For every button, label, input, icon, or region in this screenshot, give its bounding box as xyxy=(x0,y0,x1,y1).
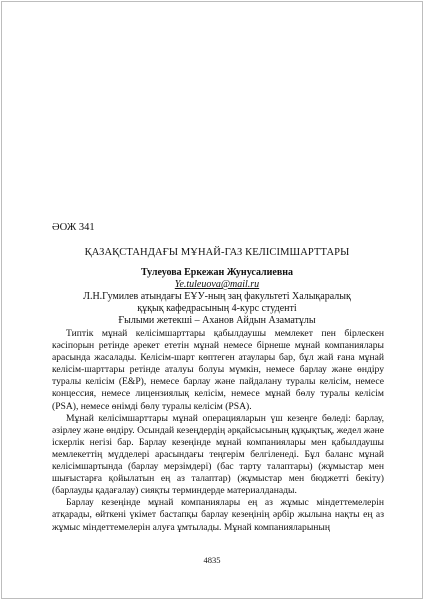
author-affiliation-line-1: Л.Н.Гумилев атындағы ЕҰУ-ның заң факультеті Халықаралық xyxy=(83,291,351,302)
author-name: Тулеуова Еркежан Жунусалиевна xyxy=(140,267,294,278)
article-body xyxy=(52,328,384,534)
document-page xyxy=(1,1,423,599)
page-number: 4835 xyxy=(203,555,221,565)
author-affiliation-line-2: құқық кафедрасының 4-курс студенті xyxy=(137,303,297,314)
author-block xyxy=(52,267,382,327)
scientific-supervisor: Ғылыми жетекші – Аханов Айдын Азаматұлы xyxy=(118,315,316,326)
paragraph-2: Мұнай келісімшарттары мұнай операцияларын үш кезеңге бөледі: барлау, әзірлеу және өндіру. Осындай кезеңдердің әрқайсысының құқықтық, жедел және іскерлік негізі бар. Барлау кезеңінде мұнай компаниялары мен қабылдаушы мемлекеттің мүдделері арасындағы теңгерім белгіленеді. Бұл баланс мұнай келісімшартында (барлау мерзімдері) (бас тарту талаптары) (жұмыстар мен шығыстарға қойылатын ең аз талаптар) (жұмыстар мен бюджетті бекіту) (барлауды қадағалау) сияқты терминдерде материалданады. xyxy=(52,412,384,497)
udc-code: ӘОЖ 341 xyxy=(52,222,95,233)
paragraph-3: Барлау кезеңінде мұнай компаниялары ең аз жұмыс міндеттемелерін атқарады, өйткені үкімет бастапқы барлау кезеңінің әрбір жылына нақты ең аз жұмыс міндеттемелерін алуға ұмтылады. Мұнай компанияларының xyxy=(52,497,384,533)
article-title: ҚАЗАҚСТАНДАҒЫ МҰНАЙ-ГАЗ КЕЛІСІМШАРТТАРЫ xyxy=(84,247,350,258)
author-email-link[interactable]: Ye.tuleuova@mail.ru xyxy=(174,279,260,290)
paragraph-1: Типтік мұнай келісімшарттары қабылдаушы мемлекет пен бірлескен кәсіпорын ретінде әрекет ететін мұнай немесе бірнеше мұнай компаниялары арасында жасалады. Келісім-шарт көптеген атаулары бар, бұл жай ғана мұнай келісім-шарттары ретінде аталуы болуы мүмкін, немесе барлау және өндіру туралы келісім (E&P), немесе барлау және пайдалану туралы келісім, немесе концессия, немесе лицензиялық келісім, немесе мұнай бөлу туралы келісім (PSA), немесе өнімді бөлу туралы келісім (PSA). xyxy=(52,328,384,412)
